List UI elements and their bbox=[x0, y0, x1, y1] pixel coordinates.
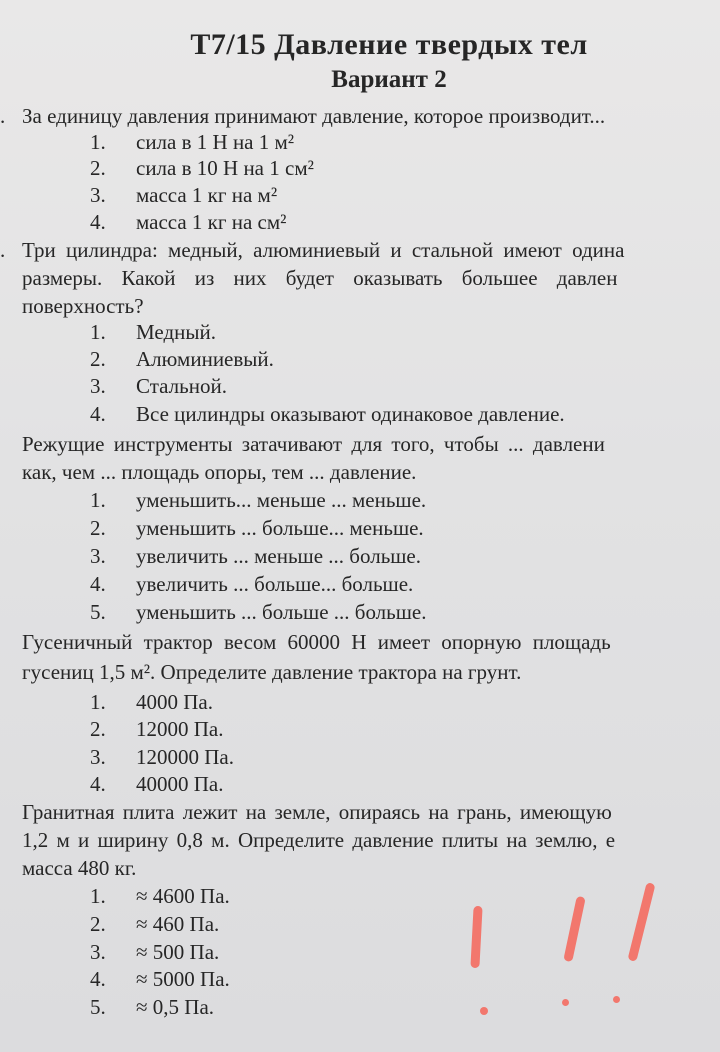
answer-option: 2. Алюминиевый. bbox=[90, 347, 274, 371]
question-3-text: Режущие инструменты затачивают для того, чтобы ... давлени bbox=[22, 432, 605, 456]
answer-option: 5. уменьшить ... больше ... больше. bbox=[90, 600, 427, 624]
page-title: Т7/15 Давление твердых тел bbox=[190, 28, 588, 61]
answer-option: 2. ≈ 460 Па. bbox=[90, 912, 220, 936]
answer-option: 1. 4000 Па. bbox=[90, 690, 213, 714]
answer-option: 4. ≈ 5000 Па. bbox=[90, 967, 230, 991]
answer-option: 5. ≈ 0,5 Па. bbox=[90, 995, 215, 1019]
question-4-text: гусениц 1,5 м². Определите давление трактора на грунт. bbox=[22, 660, 522, 684]
question-bullet: . bbox=[0, 104, 6, 128]
variant-label: Вариант 2 bbox=[331, 66, 447, 93]
answer-option: 3. 120000 Па. bbox=[90, 745, 234, 769]
answer-option: 1. уменьшить... меньше ... меньше. bbox=[90, 488, 427, 512]
answer-option: 3. увеличить ... меньше ... больше. bbox=[90, 544, 422, 568]
answer-option: 4. масса 1 кг на см² bbox=[90, 210, 287, 234]
answer-option: 3. Стальной. bbox=[90, 374, 227, 398]
question-5-text: 1,2 м и ширину 0,8 м. Определите давление плиты на землю, е bbox=[22, 828, 616, 852]
answer-option: 4. увеличить ... больше... больше. bbox=[90, 572, 414, 596]
question-2-text: размеры. Какой из ниx будет оказывать большее давлен bbox=[22, 266, 618, 290]
answer-option: 2. сила в 10 Н на 1 см² bbox=[90, 156, 314, 180]
answer-option: 4. 40000 Па. bbox=[90, 772, 224, 796]
question-5-text: Гранитная плита лежит на земле, опираясь на грань, имеющую bbox=[22, 800, 612, 824]
answer-option: 4. Все цилиндры оказывают одинаковое давление. bbox=[90, 402, 565, 426]
answer-option: 3. масса 1 кг на м² bbox=[90, 183, 278, 207]
question-1-text: За единицу давления принимают давление, которое производит... bbox=[22, 104, 606, 128]
question-4-text: Гусеничный трактор весом 60000 Н имеет опорную площадь bbox=[22, 630, 611, 654]
question-3-text: как, чем ... площадь опоры, тем ... давление. bbox=[22, 460, 417, 484]
answer-option: 3. ≈ 500 Па. bbox=[90, 940, 220, 964]
question-bullet: . bbox=[0, 238, 6, 262]
answer-option: 1. ≈ 4600 Па. bbox=[90, 884, 230, 908]
answer-option: 2. 12000 Па. bbox=[90, 717, 224, 741]
answer-option: 1. сила в 1 Н на 1 м² bbox=[90, 130, 295, 154]
question-2-text: поверхность? bbox=[22, 294, 144, 318]
answer-option: 2. уменьшить ... больше... меньше. bbox=[90, 516, 424, 540]
question-5-text: масса 480 кг. bbox=[22, 856, 137, 880]
question-2-text: Три цилиндра: медный, алюминиевый и стальной имеют одина bbox=[22, 238, 625, 262]
answer-option: 1. Медный. bbox=[90, 320, 216, 344]
